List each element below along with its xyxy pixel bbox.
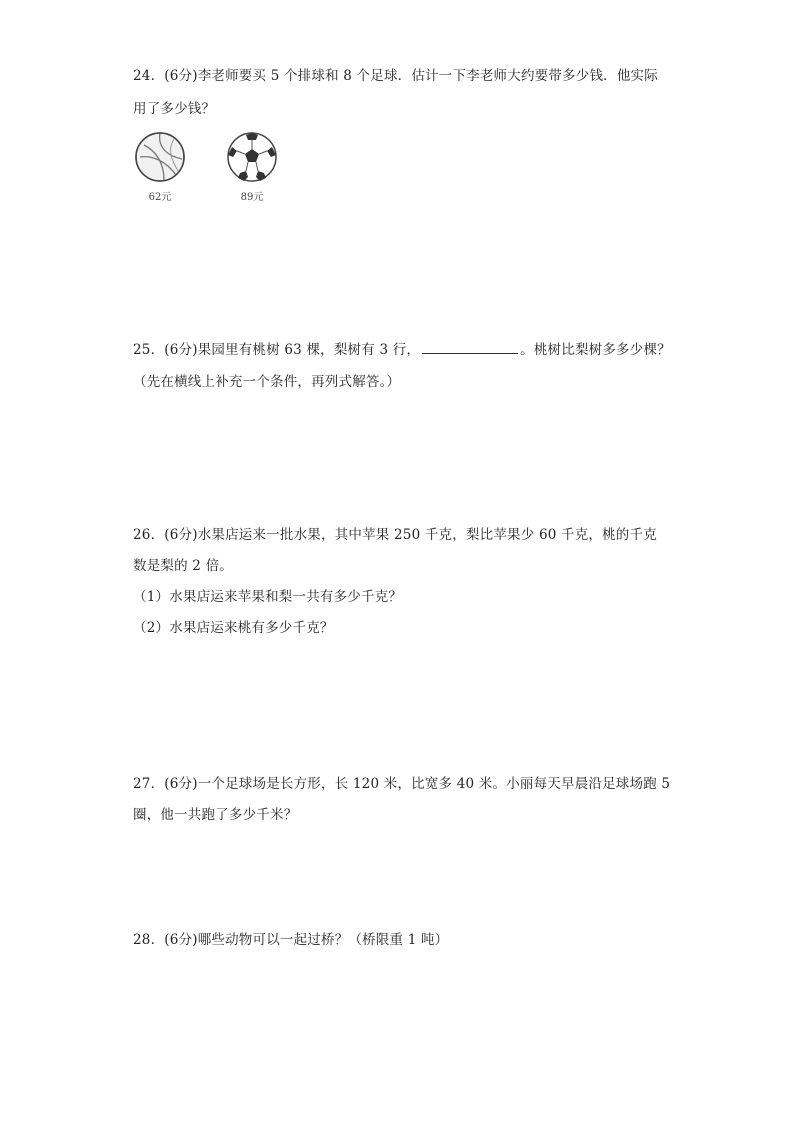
q28-line1: 28．(6分)哪些动物可以一起过桥？（桥限重 1 吨） bbox=[133, 932, 449, 948]
q26-line2: 数是梨的 2 倍。 bbox=[133, 558, 233, 574]
q25-line1 bbox=[133, 339, 671, 360]
q26-sub2: （2）水果店运来桃有多少千克？ bbox=[133, 620, 334, 636]
q26-line1: 26．(6分)水果店运来一批水果，其中苹果 250 千克，梨比苹果少 60 千克，桃的千克 bbox=[133, 527, 657, 543]
volleyball-price: 62元 bbox=[148, 192, 172, 203]
q25-text-after: 。桃树比梨树多多少棵？ bbox=[520, 342, 671, 358]
q24-line1: 24．(6分)李老师要买 5 个排球和 8 个足球．估计一下李老师大约要带多少钱．他实际 bbox=[133, 68, 658, 84]
q26-sub1: （1）水果店运来苹果和梨一共有多少千克？ bbox=[133, 589, 403, 605]
q24-line2: 用了多少钱？ bbox=[133, 101, 216, 117]
q27-line2: 圈，他一共跑了多少千米？ bbox=[133, 807, 298, 823]
volleyball-icon bbox=[134, 131, 186, 183]
q25-line2: （先在横线上补充一个条件，再列式解答。） bbox=[133, 374, 401, 390]
soccer-ball-icon bbox=[226, 131, 278, 183]
q25-fill-blank[interactable] bbox=[422, 339, 518, 354]
soccer-ball-price: 89元 bbox=[240, 192, 264, 203]
q27-line1: 27．(6分)一个足球场是长方形，长 120 米，比宽多 40 米。小丽每天早晨沿足球场跑 5 bbox=[133, 776, 671, 792]
q25-text-before: 25．(6分)果园里有桃树 63 棵，梨树有 3 行， bbox=[133, 342, 421, 358]
